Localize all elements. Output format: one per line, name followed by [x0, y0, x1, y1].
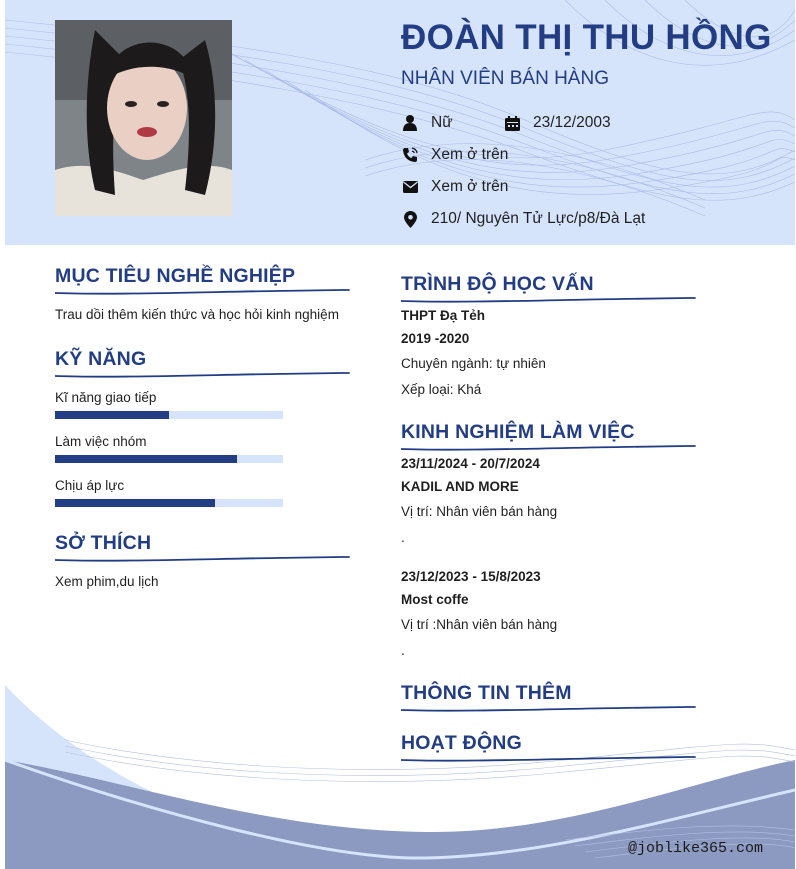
skills-heading: KỸ NĂNG: [55, 348, 147, 370]
hobbies-heading: SỞ THÍCH: [55, 532, 152, 554]
skill-bar-track: [55, 499, 283, 507]
skill-label: Chịu áp lực: [55, 478, 125, 493]
experience-company: Most coffe: [401, 592, 469, 607]
map-pin-icon: [401, 210, 419, 228]
skills-underline: [55, 370, 351, 380]
gender-row: [401, 112, 453, 134]
gender-value: Nữ: [431, 114, 453, 131]
birthday-value: 23/12/2003: [533, 114, 611, 131]
skill-bar-fill: [55, 411, 169, 419]
hobbies-text: Xem phim,du lịch: [55, 574, 159, 589]
phone-row: [401, 144, 508, 166]
email-value: Xem ở trên: [431, 178, 509, 195]
address-row: [401, 208, 645, 230]
activities-heading: HOẠT ĐỘNG: [401, 732, 522, 754]
address-value: 210/ Nguyên Tử Lực/p8/Đà Lạt: [431, 210, 646, 227]
footer-wave-decoration: [5, 660, 795, 869]
experience-note: .: [401, 530, 405, 545]
skill-label: Kĩ năng giao tiếp: [55, 390, 157, 405]
skill-bar-fill: [55, 455, 237, 463]
envelope-icon: [401, 178, 419, 196]
phone-value: Xem ở trên: [431, 146, 509, 163]
objective-underline: [55, 287, 351, 297]
skill-bar-fill: [55, 499, 215, 507]
education-years: 2019 -2020: [401, 331, 470, 346]
profile-photo: [55, 20, 232, 216]
calendar-icon: [503, 114, 521, 132]
brand-watermark: @joblike365.com: [628, 840, 764, 857]
education-underline: [401, 295, 697, 305]
experience-role: Vị trí :Nhân viên bán hàng: [401, 617, 558, 632]
skill-bar-track: [55, 455, 283, 463]
experience-role: Vị trí: Nhân viên bán hàng: [401, 504, 558, 519]
education-major: Chuyên ngành: tự nhiên: [401, 356, 546, 371]
experience-heading: KINH NGHIỆM LÀM VIỆC: [401, 421, 635, 443]
cv-header: [5, 0, 795, 245]
user-icon: [401, 114, 419, 132]
birthday-row: [503, 112, 611, 134]
experience-company: KADIL AND MORE: [401, 479, 519, 494]
experience-underline: [401, 443, 697, 453]
candidate-position: NHÂN VIÊN BÁN HÀNG: [401, 68, 609, 89]
candidate-name: ĐOÀN THỊ THU HỒNG: [401, 18, 772, 57]
cv-page: [5, 0, 795, 869]
phone-icon: [401, 146, 419, 164]
education-school: THPT Đạ Tẻh: [401, 308, 486, 323]
experience-period: 23/12/2023 - 15/8/2023: [401, 569, 541, 584]
email-row: [401, 176, 508, 198]
objective-heading: MỤC TIÊU NGHỀ NGHIỆP: [55, 265, 296, 287]
experience-period: 23/11/2024 - 20/7/2024: [401, 456, 540, 471]
skill-bar-track: [55, 411, 283, 419]
hobbies-underline: [55, 554, 351, 564]
skill-label: Làm việc nhóm: [55, 434, 147, 449]
extra-info-heading: THÔNG TIN THÊM: [401, 682, 572, 704]
extra-info-underline: [401, 704, 697, 714]
education-rank: Xếp loại: Khá: [401, 382, 482, 397]
objective-text: Trau dồi thêm kiến thức và học hỏi kinh nghiệm: [55, 307, 339, 322]
activities-underline: [401, 754, 697, 764]
education-heading: TRÌNH ĐỘ HỌC VẤN: [401, 273, 594, 295]
experience-note: .: [401, 643, 405, 658]
